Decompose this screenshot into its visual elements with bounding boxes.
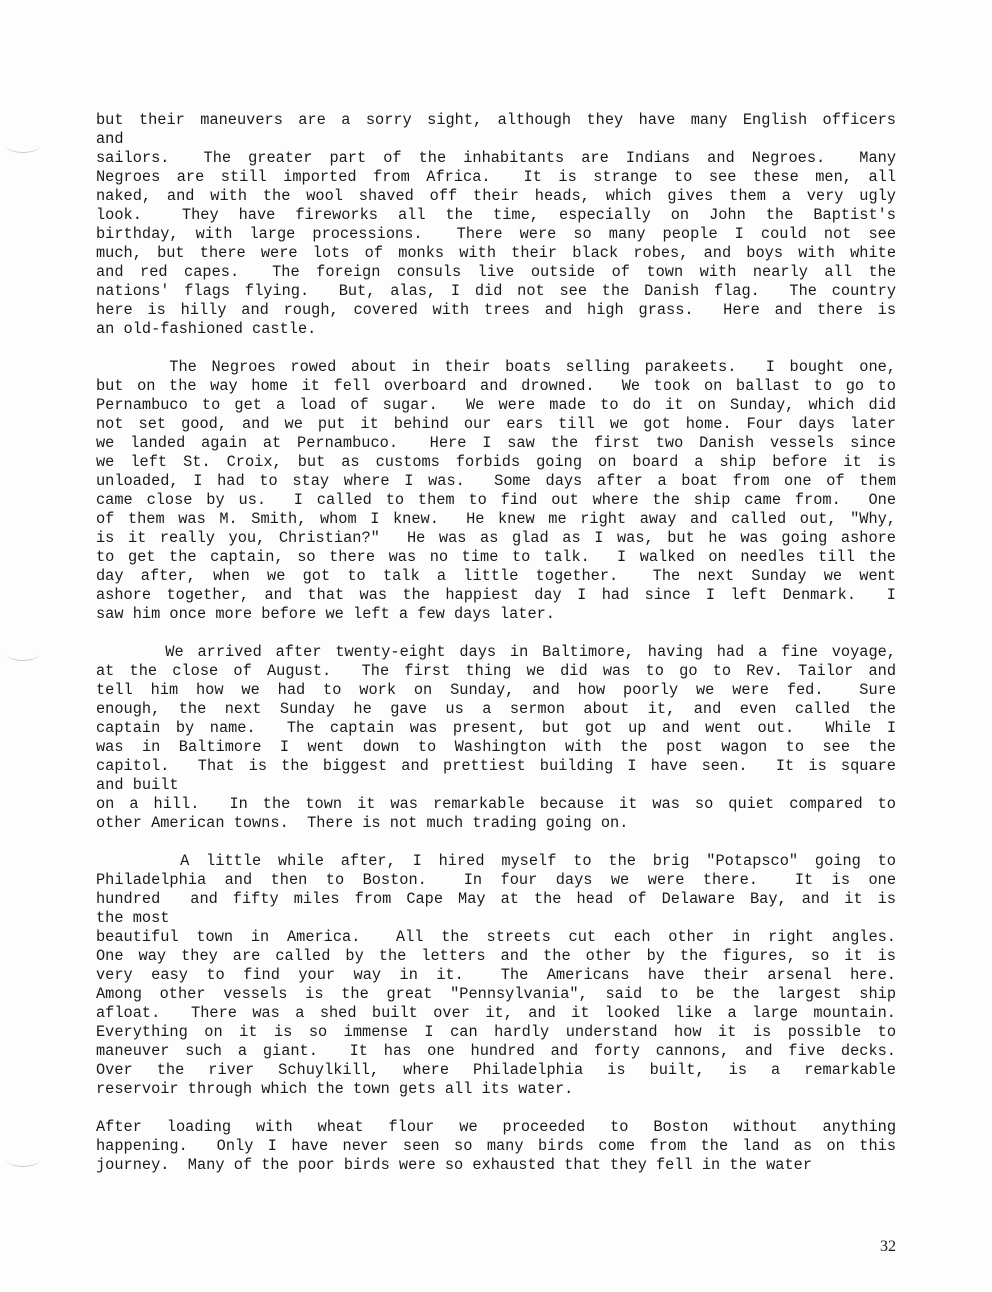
text-line: very easy to find your way in it. The Americans have their arsenal here. <box>96 966 896 984</box>
text-line: was in Baltimore I went down to Washington with the post wagon to see the <box>96 738 896 756</box>
text-line: of them was M. Smith, whom I knew. He knew me right away and called out, "Why, <box>96 510 896 528</box>
text-line: we left St. Croix, but as customs forbids going on board a ship before it is <box>96 453 896 471</box>
text-line: happening. Only I have never seen so many birds come from the land as on this <box>96 1137 896 1155</box>
text-line: enough, the next Sunday he gave us a sermon about it, and even called the <box>96 700 896 718</box>
text-line: the most <box>96 909 170 927</box>
text-line: journey. Many of the poor birds were so exhausted that they fell in the water <box>96 1156 813 1174</box>
text-line: and red capes. The foreign consuls live outside of town with nearly all the <box>96 263 896 281</box>
text-line: Among other vessels is the great "Pennsylvania", said to be the largest ship <box>96 985 896 1003</box>
paragraph <box>96 852 896 1099</box>
binder-hole-mark <box>6 646 40 661</box>
text-line: but their maneuvers are a sorry sight, although they have many English officers <box>96 111 896 129</box>
text-line: and built <box>96 776 179 794</box>
text-line: birthday, with large processions. There were so many people I could not see <box>96 225 896 243</box>
text-line: Over the river Schuylkill, where Philadelphia is built, is a remarkable <box>96 1061 896 1079</box>
text-line: and <box>96 130 124 148</box>
text-line: look. They have fireworks all the time, especially on John the Baptist's <box>96 206 896 224</box>
text-line: other American towns. There is not much trading going on. <box>96 814 629 832</box>
text-line: an old-fashioned castle. <box>96 320 317 338</box>
text-line: captain by name. The captain was present, but got up and went out. While I <box>96 719 896 737</box>
text-line: Pernambuco to get a load of sugar. We were made to do it on Sunday, which did <box>96 396 896 414</box>
text-line: sailors. The greater part of the inhabitants are Indians and Negroes. Many <box>96 149 896 167</box>
text-line: nations' flags flying. But, alas, I did not see the Danish flag. The country <box>96 282 896 300</box>
text-line: here is hilly and rough, covered with trees and high grass. Here and there is <box>96 301 896 319</box>
text-line: came close by us. I called to them to find out where the ship came from. One <box>96 491 896 509</box>
paragraph <box>96 643 896 833</box>
text-line: After loading with wheat flour we proceeded to Boston without anything <box>96 1118 896 1136</box>
page-number: 32 <box>880 1238 896 1255</box>
text-line: but on the way home it fell overboard and drowned. We took on ballast to go to <box>96 377 896 395</box>
binder-hole-mark <box>6 138 40 153</box>
text-line: A little while after, I hired myself to the brig "Potapsco" going to <box>96 852 896 870</box>
text-line: Everything on it is so immense I can hardly understand how it is possible to <box>96 1023 896 1041</box>
text-line: unloaded, I had to stay where I was. Some days after a boat from one of them <box>96 472 896 490</box>
text-line: We arrived after twenty-eight days in Baltimore, having had a fine voyage, <box>96 643 896 661</box>
text-line: reservoir through which the town gets all its water. <box>96 1080 574 1098</box>
text-line: to get the captain, so there was no time to talk. I walked on needles till the <box>96 548 896 566</box>
text-line: hundred and fifty miles from Cape May at the head of Delaware Bay, and it is <box>96 890 896 908</box>
binder-hole-mark <box>6 1152 40 1167</box>
text-line: beautiful town in America. All the streets cut each other in right angles. <box>96 928 896 946</box>
text-line: naked, and with the wool shaved off their heads, which gives them a very ugly <box>96 187 896 205</box>
text-line: not set good, and we put it behind our ears till we got home. Four days later <box>96 415 896 433</box>
text-line: at the close of August. The first thing we did was to go to Rev. Tailor and <box>96 662 896 680</box>
text-line: afloat. There was a shed built over it, and it looked like a large mountain. <box>96 1004 896 1022</box>
text-line: The Negroes rowed about in their boats selling parakeets. I bought one, <box>96 358 896 376</box>
text-line: ashore together, and that was the happiest day I had since I left Denmark. I <box>96 586 896 604</box>
text-line: maneuver such a giant. It has one hundred and forty cannons, and five decks. <box>96 1042 896 1060</box>
text-line: tell him how we had to work on Sunday, and how poorly we were fed. Sure <box>96 681 896 699</box>
text-line: we landed again at Pernambuco. Here I saw the first two Danish vessels since <box>96 434 896 452</box>
page-body-text <box>96 111 896 1194</box>
text-line: on a hill. In the town it was remarkable because it was so quiet compared to <box>96 795 896 813</box>
text-line: One way they are called by the letters and the other by the figures, so it is <box>96 947 896 965</box>
text-line: saw him once more before we left a few days later. <box>96 605 555 623</box>
text-line: much, but there were lots of monks with their black robes, and boys with white <box>96 244 896 262</box>
text-line: Philadelphia and then to Boston. In four days we were there. It is one <box>96 871 896 889</box>
text-line: capitol. That is the biggest and prettiest building I have seen. It is square <box>96 757 896 775</box>
paragraph <box>96 111 896 339</box>
text-line: is it really you, Christian?" He was as glad as I was, but he was going ashore <box>96 529 896 547</box>
text-line: day after, when we got to talk a little together. The next Sunday we went <box>96 567 896 585</box>
paragraph <box>96 358 896 624</box>
paragraph <box>96 1118 896 1175</box>
text-line: Negroes are still imported from Africa. It is strange to see these men, all <box>96 168 896 186</box>
